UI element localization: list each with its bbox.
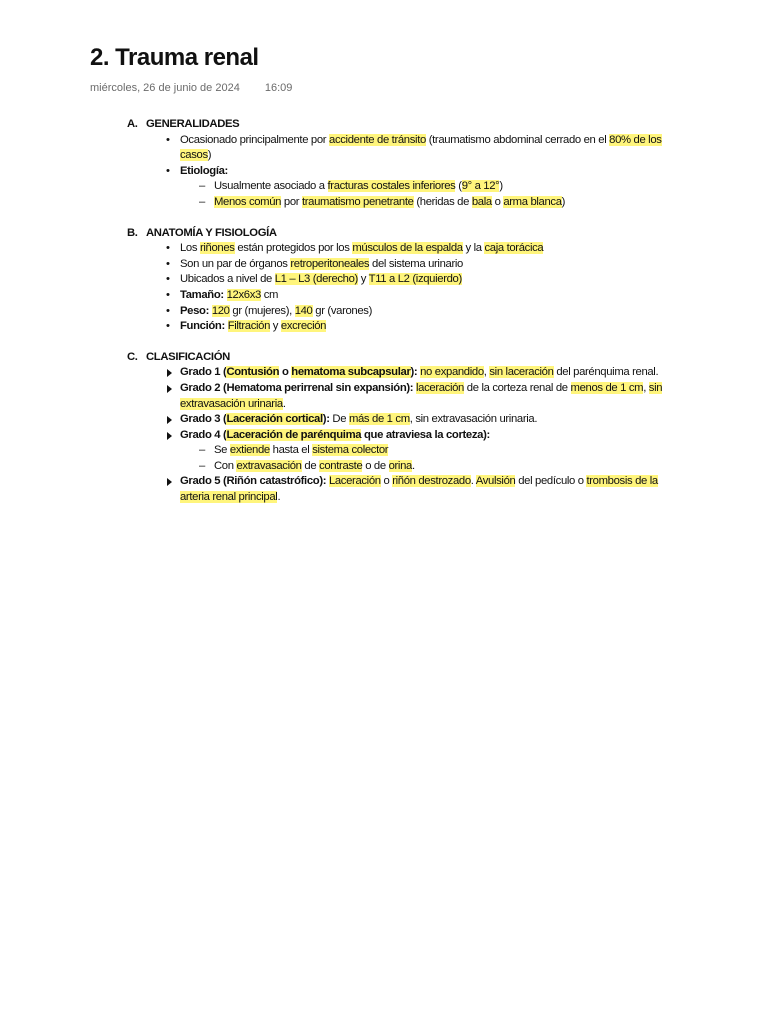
text: por xyxy=(281,195,302,208)
section-anatomia xyxy=(0,226,768,335)
grade-label: Grado 3 ( xyxy=(180,413,227,426)
sub-list-item xyxy=(0,459,684,475)
grade-label: ): xyxy=(322,413,330,426)
bullet-dot: • xyxy=(166,288,170,301)
text: y la xyxy=(462,242,485,255)
bullet-dot: • xyxy=(166,164,170,177)
highlight: 80% de los casos xyxy=(180,133,662,162)
highlight: orina xyxy=(388,459,412,472)
highlight: caja torácica xyxy=(484,242,544,255)
grade-item-3 xyxy=(0,412,680,428)
highlight: arma blanca xyxy=(503,195,562,208)
highlight: no expandido xyxy=(420,366,484,379)
triangle-bullet-icon xyxy=(167,478,172,486)
highlight: riñones xyxy=(199,242,235,255)
highlight: laceración xyxy=(416,381,464,394)
grade-item-1 xyxy=(0,365,680,381)
section-generalidades xyxy=(0,117,768,211)
text: gr (varones) xyxy=(312,304,372,317)
text: Ocasionado principalmente por xyxy=(180,133,330,146)
highlight: sistema colector xyxy=(312,444,389,457)
highlight: L1 – L3 (derecho) xyxy=(274,273,358,286)
sub-list-item xyxy=(0,195,684,211)
section-heading-text: ANATOMÍA Y FISIOLOGÍA xyxy=(146,226,277,239)
page-metadata xyxy=(90,82,292,94)
text: ) xyxy=(499,180,503,193)
highlight: Laceración xyxy=(328,475,381,488)
text: Se xyxy=(214,444,230,457)
text: ) xyxy=(207,149,212,162)
triangle-bullet-icon xyxy=(167,432,172,440)
dash-bullet: – xyxy=(199,195,205,208)
highlight: sin laceración xyxy=(489,366,554,379)
section-heading-text: CLASIFICACIÓN xyxy=(146,350,230,363)
list-item xyxy=(0,319,680,335)
highlight: traumatismo penetrante xyxy=(301,195,414,208)
text: , xyxy=(643,381,649,394)
dash-bullet: – xyxy=(199,444,205,457)
highlight: Avulsión xyxy=(475,475,516,488)
grade-label: Grado 4 ( xyxy=(180,428,227,441)
text: (heridas de xyxy=(413,195,472,208)
text: cm xyxy=(260,288,279,301)
text: . xyxy=(411,459,415,472)
triangle-bullet-icon xyxy=(167,416,172,424)
item-label: Etiología: xyxy=(180,164,228,177)
bullet-dot: • xyxy=(166,320,170,333)
bullet-dot: • xyxy=(166,304,170,317)
section-letter: C. xyxy=(127,350,138,363)
grade-item-2 xyxy=(0,381,680,412)
list-item xyxy=(0,133,680,164)
highlight: 120 xyxy=(211,304,230,317)
triangle-bullet-icon xyxy=(167,369,172,377)
section-letter: A. xyxy=(127,118,138,130)
highlight: menos de 1 cm xyxy=(570,381,644,394)
section-heading-text: GENERALIDADES xyxy=(146,118,240,130)
grade-label: Grado 2 (Hematoma perirrenal sin expansión): xyxy=(180,381,414,394)
text: . xyxy=(282,397,286,410)
text: Son un par de órganos xyxy=(180,257,291,270)
list-item xyxy=(0,257,680,273)
page-time: 16:09 xyxy=(264,82,293,94)
highlight: contraste xyxy=(319,459,363,472)
highlight: 9° a 12° xyxy=(461,180,500,193)
bullet-list xyxy=(0,241,768,335)
highlight: trombosis de la arteria renal principal xyxy=(180,475,658,504)
text: del pedículo o xyxy=(515,475,587,488)
highlight: 12x6x3 xyxy=(226,288,261,301)
section-heading xyxy=(0,226,768,242)
bullet-dot: • xyxy=(166,133,170,146)
text: hasta el xyxy=(269,444,313,457)
text: están protegidos por los xyxy=(234,242,353,255)
grade-label: Grado 1 ( xyxy=(180,366,227,379)
note-content xyxy=(0,117,768,506)
item-label: Función: xyxy=(180,320,225,333)
text: de la corteza renal de xyxy=(464,381,571,394)
highlight: retroperitoneales xyxy=(290,257,370,270)
sub-list-item xyxy=(0,179,684,195)
grade-label: Grado 5 (Riñón catastrófico): xyxy=(180,475,327,488)
text: ) xyxy=(561,195,566,208)
text: , xyxy=(483,366,490,379)
text: Ubicados a nivel de xyxy=(180,273,275,286)
text: del sistema urinario xyxy=(369,257,463,270)
highlight: Laceración de parénquima xyxy=(226,428,362,441)
highlight: fracturas costales inferiores xyxy=(327,180,456,193)
sub-list-item xyxy=(0,443,684,459)
bullet-dot: • xyxy=(166,273,170,286)
text: , sin extravasación urinaria. xyxy=(409,413,538,426)
highlight: T11 a L2 (izquierdo) xyxy=(368,273,462,286)
bullet-list xyxy=(0,133,768,211)
list-item xyxy=(0,288,680,304)
grade-label: que atraviesa la corteza): xyxy=(361,428,490,441)
highlight: 140 xyxy=(294,304,313,317)
highlight: Menos común xyxy=(214,195,282,208)
highlight: Filtración xyxy=(227,320,271,333)
highlight: riñón destrozado xyxy=(392,475,471,488)
text: o de xyxy=(362,459,389,472)
highlight: hematoma subcapsular xyxy=(291,366,411,379)
text: De xyxy=(329,413,349,426)
bullet-dot: • xyxy=(166,242,170,255)
text: y xyxy=(270,320,281,333)
list-item xyxy=(0,304,680,320)
text: Usualmente asociado a xyxy=(214,180,328,193)
text: de xyxy=(301,459,320,472)
triangle-bullet-icon xyxy=(167,385,172,393)
text: Los xyxy=(180,242,200,255)
grade-item-5 xyxy=(0,474,680,505)
section-clasificacion xyxy=(0,350,768,506)
text: gr (mujeres), xyxy=(229,304,295,317)
highlight: excreción xyxy=(280,320,327,333)
page-title: 2. Trauma renal xyxy=(90,44,259,71)
text: o xyxy=(380,475,393,488)
dash-bullet: – xyxy=(199,459,205,472)
highlight: extiende xyxy=(229,444,270,457)
text: Con xyxy=(214,459,237,472)
list-item xyxy=(0,241,680,257)
grade-item-4 xyxy=(0,428,680,444)
grade-label: ): xyxy=(410,366,418,379)
text: (traumatismo abdominal cerrado en el xyxy=(425,133,610,146)
highlight: extravasación xyxy=(236,459,302,472)
text: del parénquima renal. xyxy=(553,366,659,379)
highlight: Laceración cortical xyxy=(226,413,323,426)
highlight: accidente de tránsito xyxy=(329,133,426,146)
text: y xyxy=(357,273,369,286)
item-label: Tamaño: xyxy=(180,288,224,301)
dash-bullet: – xyxy=(199,180,205,193)
bullet-dot: • xyxy=(166,257,170,270)
highlight: sin extravasación urinaria xyxy=(180,381,663,410)
page-date: miércoles, 26 de junio de 2024 xyxy=(90,82,240,94)
item-label: Peso: xyxy=(180,304,210,317)
highlight: músculos de la espalda xyxy=(352,242,463,255)
highlight: más de 1 cm xyxy=(348,413,410,426)
highlight: bala xyxy=(471,195,492,208)
text: . xyxy=(277,491,281,504)
text: ( xyxy=(455,180,462,193)
section-letter: B. xyxy=(127,226,138,239)
list-item xyxy=(0,164,680,180)
section-heading xyxy=(0,117,768,133)
text: o xyxy=(491,195,504,208)
grade-label: o xyxy=(279,366,292,379)
section-heading xyxy=(0,350,768,366)
highlight: Contusión xyxy=(226,366,280,379)
text: . xyxy=(470,475,476,488)
grade-list xyxy=(0,365,768,505)
list-item xyxy=(0,272,680,288)
